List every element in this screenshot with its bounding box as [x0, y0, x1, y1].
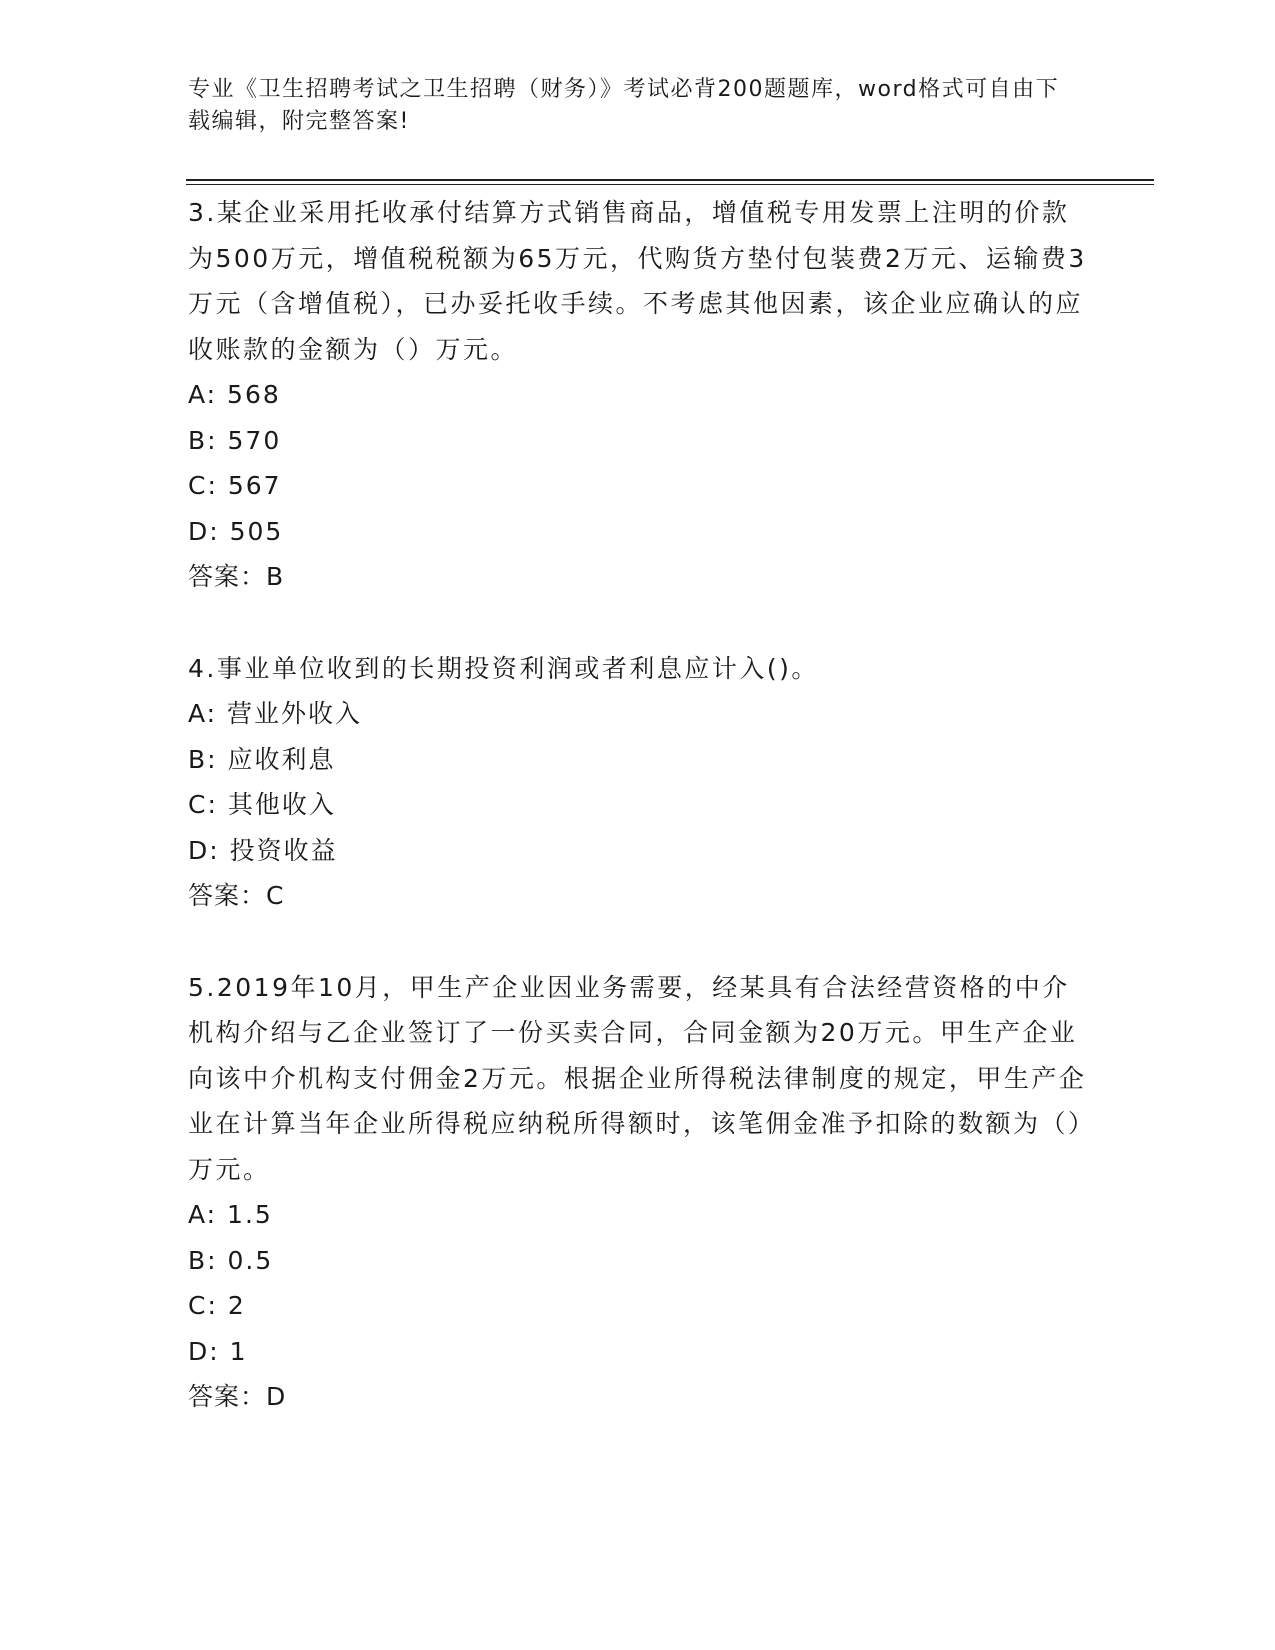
- question-spacer: [188, 600, 1088, 646]
- question-list: [188, 190, 1088, 1420]
- question-stem: 4.事业单位收到的长期投资利润或者利息应计入()。: [188, 653, 819, 683]
- option-c: C: 其他收入: [188, 790, 336, 819]
- option-d: D: 1: [188, 1336, 248, 1366]
- question-spacer: [188, 919, 1088, 965]
- answer-label: 答案：C: [188, 881, 285, 910]
- header-divider-thin: [186, 184, 1154, 185]
- option-d: D: 505: [188, 516, 284, 546]
- question-3: [188, 190, 1088, 600]
- option-b: B: 0.5: [188, 1245, 274, 1275]
- answer-label: 答案：B: [188, 562, 285, 591]
- option-c: C: 567: [188, 471, 282, 500]
- header-divider-thick: [186, 179, 1154, 181]
- option-a: A: 营业外收入: [188, 699, 363, 728]
- option-a: A: 568: [188, 380, 281, 409]
- answer-label: 答案：D: [188, 1382, 287, 1411]
- option-a: A: 1.5: [188, 1200, 273, 1229]
- option-b: B: 570: [188, 425, 282, 455]
- option-d: D: 投资收益: [188, 835, 338, 865]
- question-5: [188, 965, 1088, 1420]
- document-header: 专业《卫生招聘考试之卫生招聘（财务）》考试必背200题题库，word格式可自由下载编辑，附完整答案!: [188, 77, 1060, 134]
- question-stem: 3.某企业采用托收承付结算方式销售商品，增值税专用发票上注明的价款为500万元，增值税税额为65万元，代购货方垫付包装费2万元、运输费3万元（含增值税），已办妥托收手续。不考虑其他因素，该企业应确认的应收账款的金额为（）万元。: [188, 198, 1087, 364]
- option-c: C: 2: [188, 1291, 246, 1320]
- question-4: [188, 646, 1088, 919]
- question-stem: 5.2019年10月，甲生产企业因业务需要，经某具有合法经营资格的中介机构介绍与乙企业签订了一份买卖合同，合同金额为20万元。甲生产企业向该中介机构支付佣金2万元。根据企业所得税法律制度的规定，甲生产企业在计算当年企业所得税应纳税所得额时，该笔佣金准予扣除的数额为（）万元。: [188, 972, 1087, 1184]
- option-b: B: 应收利息: [188, 744, 336, 774]
